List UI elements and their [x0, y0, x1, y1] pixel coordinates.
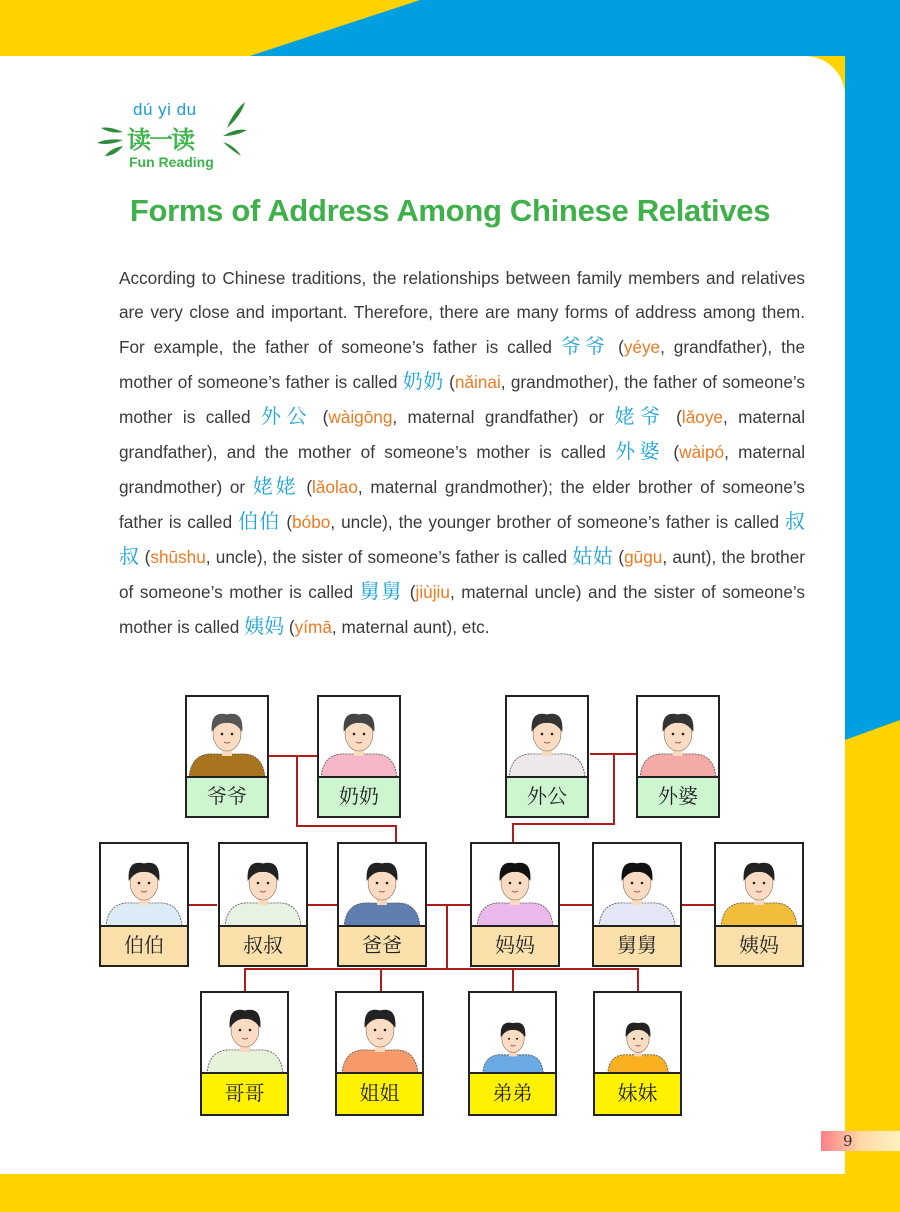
- portrait-icon: [101, 844, 187, 927]
- relative-label: 哥哥: [202, 1072, 287, 1114]
- connector-line: [244, 968, 638, 970]
- paragraph-text: (: [312, 407, 329, 427]
- portrait-icon: [716, 844, 802, 927]
- pinyin-term: yéye: [623, 337, 661, 357]
- paragraph-text: (: [613, 547, 625, 567]
- family-member-card: [200, 991, 289, 1116]
- paragraph-text: , maternal grandfather) or: [392, 407, 615, 427]
- pinyin-term: shūshu: [150, 547, 206, 567]
- portrait-icon: [202, 993, 287, 1074]
- portrait: [507, 697, 587, 778]
- paragraph-text: , uncle), the sister of someone’s father is called: [205, 547, 573, 567]
- paragraph-text: (: [609, 337, 624, 357]
- paragraph-text: , grandmother), the father of someone’s mother is called: [119, 372, 806, 427]
- paragraph-text: , maternal grandmother) or: [119, 442, 806, 497]
- chinese-term: 外公: [261, 404, 313, 428]
- paragraph-text: (: [403, 582, 416, 602]
- pinyin-term: lǎolao: [312, 477, 358, 497]
- portrait-icon: [220, 844, 306, 927]
- pinyin-term: lǎoye: [681, 407, 723, 427]
- paragraph-text: (: [280, 512, 293, 532]
- relative-label: 奶奶: [319, 776, 399, 816]
- connector-line: [446, 904, 448, 970]
- portrait: [202, 993, 287, 1074]
- logo-pinyin: dú yi du: [133, 100, 197, 119]
- relative-label: 爷爷: [187, 776, 267, 816]
- relative-label: 叔叔: [220, 925, 306, 965]
- family-member-card: [468, 991, 557, 1116]
- paragraph-text: (: [665, 407, 682, 427]
- relative-label: 姐姐: [337, 1072, 422, 1114]
- family-member-card: [317, 695, 401, 818]
- family-member-card: [470, 842, 560, 967]
- paragraph-text: According to Chinese traditions, the relationships between family members and relatives are very close and important. Therefore, there are many forms of address among them. For example, the father of someone’s father is called: [119, 268, 805, 357]
- paragraph-text: (: [443, 372, 455, 392]
- page-number: 9: [843, 1132, 853, 1150]
- family-member-card: [218, 842, 308, 967]
- family-member-card: [335, 991, 424, 1116]
- connector-line: [613, 753, 615, 825]
- relative-label: 外婆: [638, 776, 718, 816]
- chinese-term: 舅舅: [359, 579, 404, 603]
- portrait: [595, 993, 680, 1074]
- page-title: Forms of Address Among Chinese Relatives: [129, 193, 771, 228]
- connector-line: [380, 968, 382, 992]
- paragraph-text: (: [139, 547, 151, 567]
- portrait: [638, 697, 718, 778]
- portrait-icon: [472, 844, 558, 927]
- chinese-term: 姨妈: [244, 614, 285, 638]
- portrait: [319, 697, 399, 778]
- connector-line: [681, 904, 715, 906]
- pinyin-term: bóbo: [292, 512, 331, 532]
- portrait: [101, 844, 187, 927]
- connector-line: [244, 968, 246, 992]
- portrait: [187, 697, 267, 778]
- connector-line: [426, 904, 470, 906]
- pinyin-term: nǎinai: [454, 372, 501, 392]
- family-member-card: [593, 991, 682, 1116]
- portrait: [594, 844, 680, 927]
- portrait-icon: [595, 993, 680, 1074]
- portrait: [470, 993, 555, 1074]
- portrait-icon: [319, 697, 399, 778]
- paragraph-text: (: [284, 617, 295, 637]
- relative-label: 爸爸: [339, 925, 425, 965]
- connector-line: [395, 825, 397, 843]
- portrait-icon: [470, 993, 555, 1074]
- chinese-term: 伯伯: [238, 509, 281, 533]
- portrait: [220, 844, 306, 927]
- portrait: [337, 993, 422, 1074]
- page-number-tab: [821, 1131, 900, 1151]
- connector-line: [187, 904, 217, 906]
- relative-label: 弟弟: [470, 1072, 555, 1114]
- connector-line: [306, 904, 338, 906]
- chinese-term: 叔叔: [119, 509, 805, 568]
- paragraph-text: , maternal aunt), etc.: [331, 617, 490, 637]
- chinese-term: 姥爷: [614, 404, 666, 428]
- connector-line: [296, 825, 397, 827]
- family-member-card: [99, 842, 189, 967]
- paragraph-text: , uncle), the younger brother of someone’s father is called: [330, 512, 785, 532]
- pinyin-term: gūgu: [624, 547, 663, 567]
- portrait-icon: [337, 993, 422, 1074]
- connector-line: [296, 755, 298, 827]
- pinyin-term: wàigōng: [328, 407, 393, 427]
- relative-label: 妈妈: [472, 925, 558, 965]
- paragraph-text: , maternal uncle) and the sister of someone’s mother is called: [119, 582, 805, 637]
- family-member-card: [337, 842, 427, 967]
- relative-label: 伯伯: [101, 925, 187, 965]
- family-member-card: [636, 695, 720, 818]
- family-member-card: [505, 695, 589, 818]
- paragraph-text: , grandfather), the mother of someone’s father is called: [119, 337, 806, 392]
- relative-label: 外公: [507, 776, 587, 816]
- connector-line: [512, 823, 615, 825]
- connector-line: [512, 823, 514, 843]
- portrait-icon: [187, 697, 267, 778]
- pinyin-term: wàipó: [679, 442, 725, 462]
- portrait-icon: [638, 697, 718, 778]
- portrait-icon: [507, 697, 587, 778]
- connector-line: [637, 968, 639, 992]
- family-member-card: [592, 842, 682, 967]
- family-member-card: [185, 695, 269, 818]
- portrait: [339, 844, 425, 927]
- pinyin-term: jiùjiu: [415, 582, 450, 602]
- relative-label: 妹妹: [595, 1072, 680, 1114]
- chinese-term: 奶奶: [402, 369, 444, 393]
- paragraph-text: , maternal grandmother); the elder brother of someone’s father is called: [119, 477, 805, 532]
- chinese-term: 姑姑: [572, 544, 614, 568]
- portrait-icon: [594, 844, 680, 927]
- chinese-term: 爷爷: [560, 334, 610, 358]
- family-member-card: [714, 842, 804, 967]
- paragraph-text: , maternal grandfather), and the mother of someone’s mother is called: [119, 407, 806, 462]
- connector-line: [558, 904, 592, 906]
- pinyin-term: yímā: [294, 617, 332, 637]
- logo-hanzi: 读一读: [127, 127, 193, 154]
- paragraph-text: , aunt), the brother of someone’s mother is called: [119, 547, 806, 602]
- chinese-term: 姥姥: [252, 474, 299, 498]
- paragraph-text: (: [298, 477, 313, 497]
- relative-label: 姨妈: [716, 925, 802, 965]
- connector-line: [512, 968, 514, 992]
- portrait-icon: [339, 844, 425, 927]
- relative-label: 舅舅: [594, 925, 680, 965]
- paragraph-text: (: [664, 442, 680, 462]
- logo-subtitle: Fun Reading: [129, 154, 214, 170]
- connector-line: [267, 755, 318, 757]
- portrait: [716, 844, 802, 927]
- portrait: [472, 844, 558, 927]
- chinese-term: 外婆: [615, 439, 665, 463]
